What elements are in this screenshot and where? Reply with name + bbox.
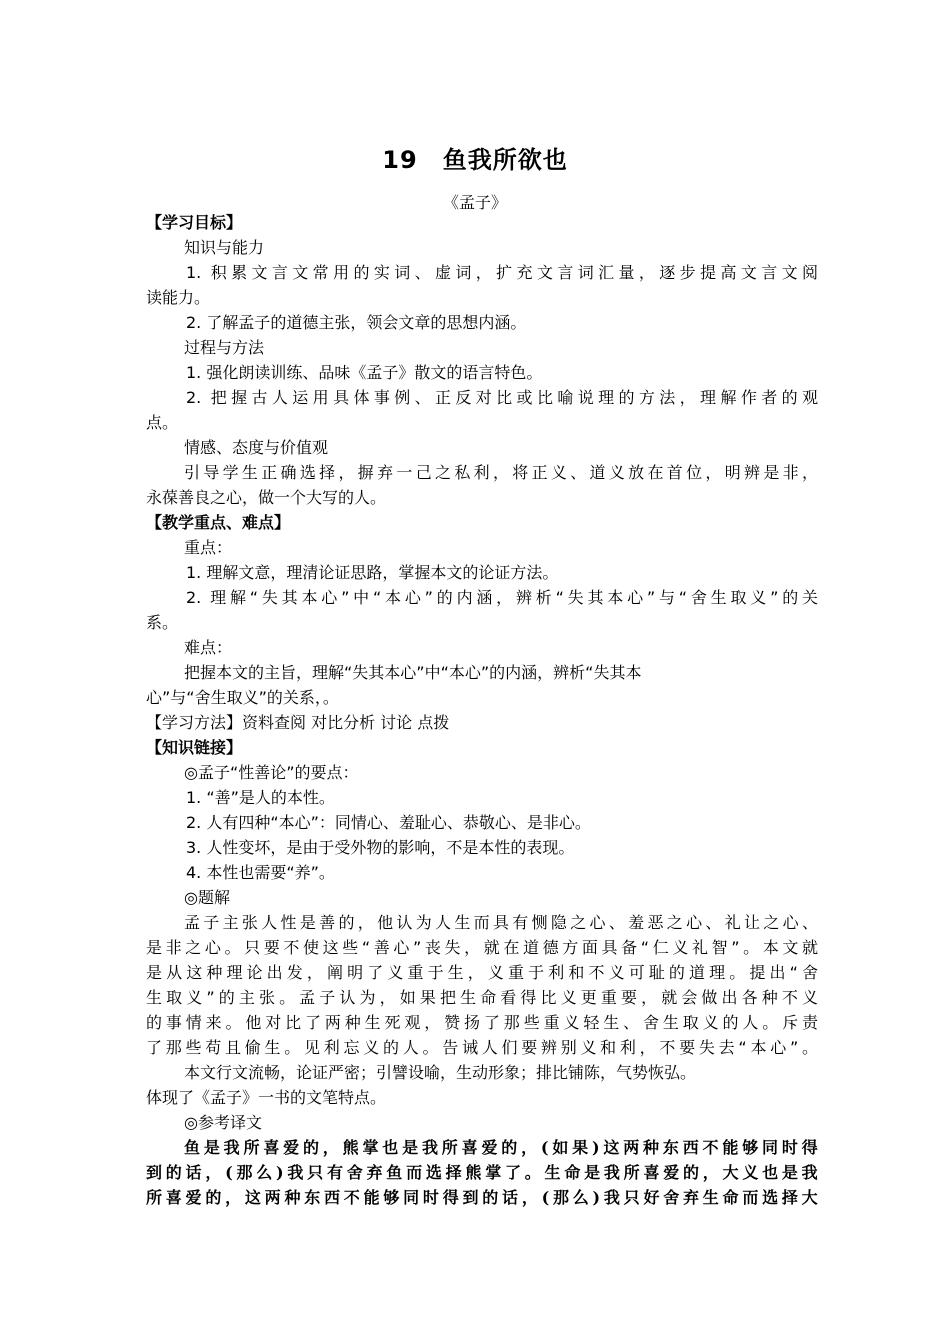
text-line: 3. 人性变坏，是由于受外物的影响，不是本性的表现。 [186, 838, 575, 857]
text-line: 心”与“舍生取义”的关系，。 [146, 688, 339, 707]
document-body [146, 210, 818, 1210]
text-line: 【学习目标】 [146, 213, 243, 232]
text-line: 1. “善”是人的本性。 [186, 788, 335, 807]
text-line: 情感、态度与价值观 [184, 438, 329, 457]
text-line: 的事情来。他对比了两种生死观，赞扬了那些重义轻生、舍生取义的人。斥责 [146, 1013, 818, 1032]
text-line: ◎参考译文 [184, 1113, 262, 1132]
text-line: 【学习方法】资料查阅 对比分析 讨论 点拨 [146, 713, 450, 732]
text-line: 知识与能力 [184, 238, 265, 257]
text-line: 点。 [146, 413, 179, 432]
text-line: 是非之心。只要不使这些“善心”丧失，就在道德方面具备“仁义礼智”。本文就 [146, 938, 818, 957]
text-line: ◎孟子“性善论”的要点： [184, 763, 359, 782]
text-line: 【教学重点、难点】 [146, 513, 291, 532]
text-line: 鱼是我所喜爱的，熊掌也是我所喜爱的，(如果)这两种东西不能够同时得 [184, 1138, 818, 1157]
text-line: 引导学生正确选择，摒弃一己之私利，将正义、道义放在首位，明辨是非， [184, 463, 818, 482]
text-line: ◎题解 [184, 888, 230, 907]
text-line: 过程与方法 [184, 338, 265, 357]
text-line: 到的话，(那么)我只有舍弃鱼而选择熊掌了。生命是我所喜爱的，大义也是我 [146, 1163, 818, 1182]
text-line: 孟子主张人性是善的，他认为人生而具有恻隐之心、羞恶之心、礼让之心、 [184, 913, 818, 932]
text-line: 是从这种理论出发，阐明了义重于生，义重于利和不义可耻的道理。提出“舍 [146, 963, 818, 982]
text-line: 2. 理解“失其本心”中“本心”的内涵，辨析“失其本心”与“舍生取义”的关 [186, 588, 818, 607]
text-line: 4. 本性也需要“养”。 [186, 863, 335, 882]
text-line: 2. 人有四种“本心”：同情心、羞耻心、恭敬心、是非心。 [186, 813, 591, 832]
text-line: 永葆善良之心，做一个大写的人。 [146, 488, 387, 507]
text-line: 了那些苟且偷生。见利忘义的人。告诫人们要辨别义和利，不要失去“本心”。 [146, 1038, 818, 1057]
text-line: 2. 了解孟子的道德主张，领会文章的思想内涵。 [186, 313, 527, 332]
text-line: 系。 [146, 613, 179, 632]
text-line: 体现了《孟子》一书的文笔特点。 [146, 1088, 387, 1107]
lesson-title: 19 鱼我所欲也 [382, 146, 568, 174]
text-line: 本文行文流畅，论证严密；引譬设喻，生动形象；排比铺陈，气势恢弘。 [184, 1063, 697, 1082]
text-line: 生取义”的主张。孟子认为，如果把生命看得比义更重要，就会做出各种不义 [146, 988, 818, 1007]
text-line: 难点： [184, 638, 233, 657]
text-line: 1. 积累文言文常用的实词、虚词，扩充文言词汇量，逐步提高文言文阅 [186, 263, 818, 282]
text-line: 1. 强化朗读训练、品味《孟子》散文的语言特色。 [186, 363, 543, 382]
text-line: 所喜爱的，这两种东西不能够同时得到的话，(那么)我只好舍弃生命而选择大 [146, 1188, 818, 1207]
text-line: 把握本文的主旨，理解“失其本心”中“本心”的内涵，辨析“失其本 [184, 663, 642, 682]
text-line: 【知识链接】 [146, 738, 243, 757]
text-line: 读能力。 [146, 288, 211, 307]
text-line: 2. 把握古人运用具体事例、正反对比或比喻说理的方法，理解作者的观 [186, 388, 818, 407]
source-subtitle: 《孟子》 [442, 193, 507, 212]
text-line: 重点： [184, 538, 233, 557]
text-line: 1. 理解文意，理清论证思路，掌握本文的论证方法。 [186, 563, 559, 582]
